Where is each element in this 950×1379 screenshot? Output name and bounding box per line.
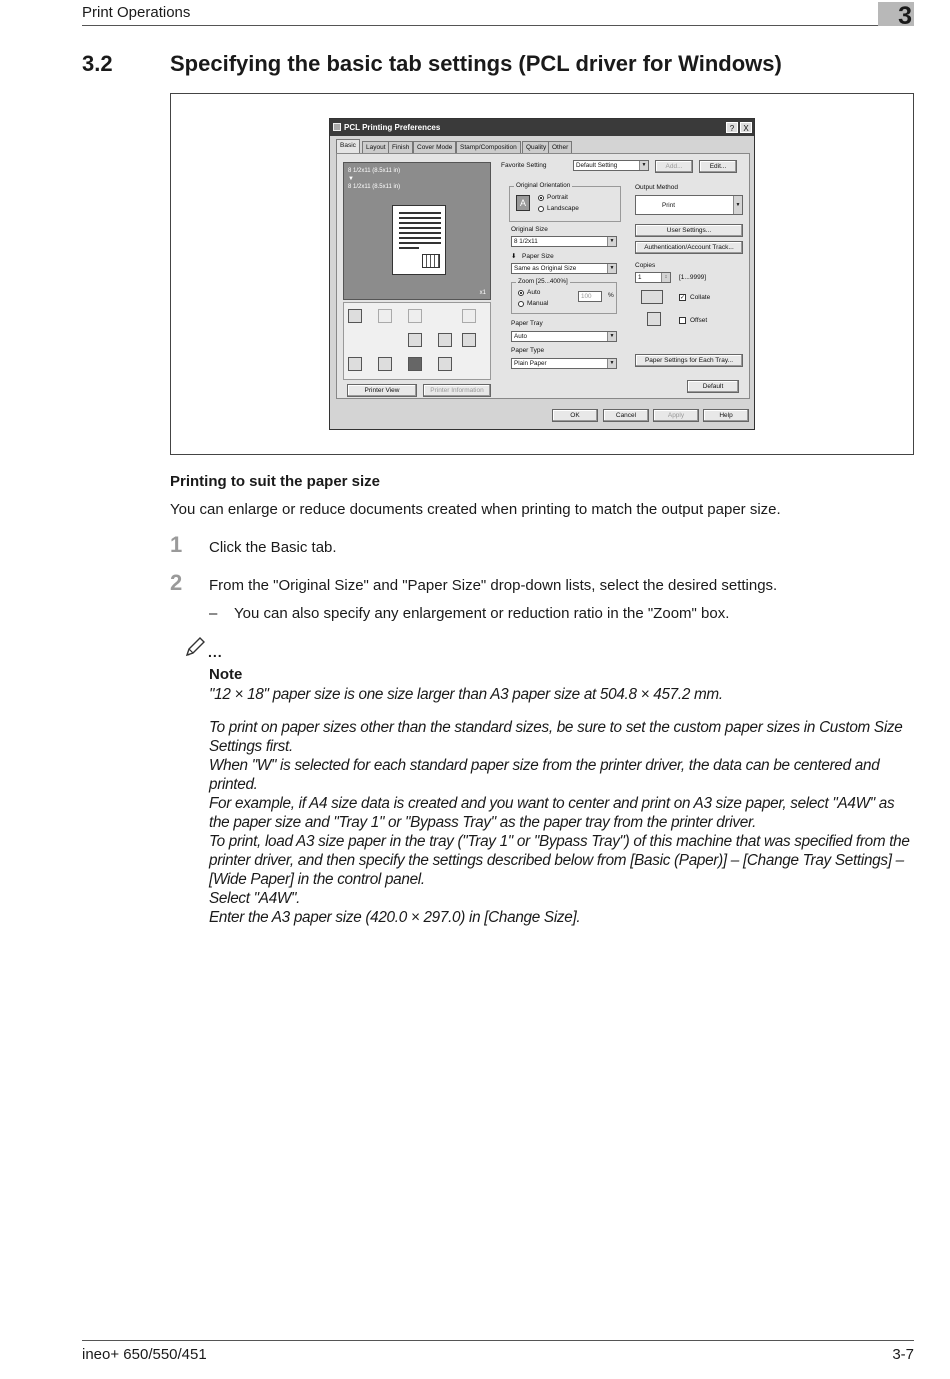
zoom-auto-label: Auto [527, 289, 541, 296]
note-paragraph-7: Enter the A3 paper size (420.0 × 297.0) in [Change Size]. [209, 909, 581, 926]
original-size-label: Original Size [511, 226, 548, 233]
preview-paper-size: 8 1/2x11 (8.5x11 in) [348, 184, 401, 190]
landscape-label: Landscape [547, 205, 579, 212]
help-button[interactable]: Help [703, 409, 749, 422]
chevron-down-icon: ▼ [733, 196, 742, 214]
chevron-down-icon: ▼ [639, 161, 648, 170]
copies-value: 1 [638, 274, 642, 281]
tab-quality[interactable]: Quality [522, 141, 550, 153]
note-paragraph-2: To print on paper sizes other than the standard sizes, be sure to set the custom paper sizes in Custom Size Settings first. [209, 719, 903, 755]
paper-type-label: Paper Type [511, 347, 545, 354]
paper-size-label: Paper Size [522, 253, 554, 260]
preview-zoom-indicator: x1 [479, 290, 486, 296]
ok-button[interactable]: OK [552, 409, 598, 422]
chevron-down-icon: ▼ [607, 264, 616, 273]
section-number: 3.2 [82, 51, 113, 76]
header-rule [82, 25, 878, 26]
favorite-setting-label: Favorite Setting [501, 162, 547, 169]
original-size-select[interactable] [511, 236, 617, 247]
pencil-note-icon [184, 636, 206, 658]
cancel-button[interactable]: Cancel [603, 409, 649, 422]
paper-size-select[interactable] [511, 263, 617, 274]
collate-checkbox[interactable]: ✓ [680, 295, 686, 301]
collate-label: Collate [690, 294, 711, 301]
favorite-setting-select[interactable] [573, 160, 649, 171]
tab-basic[interactable]: Basic [336, 139, 360, 153]
step-1-text: Click the Basic tab. [209, 539, 337, 556]
paper-type-value: Plain Paper [514, 360, 547, 367]
copies-field[interactable] [635, 272, 671, 283]
chevron-down-icon: ▼ [607, 237, 616, 246]
footer-rule [82, 1340, 914, 1341]
copies-label: Copies [635, 262, 656, 269]
note-paragraph-4: For example, if A4 size data is created and you want to center and print on A3 size paper, select "A4W" as the paper size and "Tray 1" or "Bypass Tray" as the paper tray from the printer driver. [209, 795, 895, 831]
subsection-heading: Printing to suit the paper size [170, 473, 381, 490]
tab-other[interactable]: Other [548, 141, 572, 153]
note-paragraph-6: Select "A4W". [209, 890, 301, 907]
staple-icon [378, 309, 392, 323]
user-settings-button[interactable]: User Settings... [635, 224, 743, 237]
intro-paragraph: You can enlarge or reduce documents created when printing to match the output paper size. [170, 501, 781, 518]
basic-tab-panel [336, 153, 750, 399]
tab-stamp-composition[interactable]: Stamp/Composition [456, 141, 521, 153]
paper-tray-label: Paper Tray [511, 320, 543, 327]
zoom-unit: % [608, 292, 614, 299]
close-title-button[interactable]: X [740, 122, 752, 133]
preview-image-icon [422, 254, 440, 268]
landscape-radio[interactable] [538, 206, 544, 212]
punch-icon [408, 309, 422, 323]
layout-icon [462, 333, 476, 347]
spin-arrows-icon: ↕ [661, 273, 670, 282]
dialog-title: PCL Printing Preferences [344, 123, 441, 132]
offset-checkbox[interactable] [679, 317, 686, 324]
help-title-button[interactable]: ? [726, 122, 738, 133]
apply-button[interactable]: Apply [653, 409, 699, 422]
offset-label: Offset [690, 317, 708, 324]
offset-icon [438, 333, 452, 347]
original-size-value: 8 1/2x11 [514, 238, 538, 245]
preview-original-size: 8 1/2x11 (8.5x11 in) [348, 168, 401, 174]
chapter-number: 3 [898, 2, 912, 30]
collate-pages-icon [641, 290, 663, 304]
page-preview [343, 162, 491, 300]
paper-size-value: Same as Original Size [514, 265, 577, 272]
default-button[interactable]: Default [687, 380, 739, 393]
portrait-radio[interactable] [538, 195, 544, 201]
paper-icon [438, 357, 452, 371]
output-method-select[interactable] [635, 195, 743, 215]
output-method-value: Print [662, 202, 675, 209]
bullet-dash: – [209, 605, 218, 622]
authentication-account-track-button[interactable]: Authentication/Account Track... [635, 241, 743, 254]
chevron-down-icon: ▼ [607, 359, 616, 368]
footer-model: ineo+ 650/550/451 [82, 1346, 207, 1363]
tab-layout[interactable]: Layout [362, 141, 390, 153]
orientation-icon: A [516, 195, 530, 211]
printer-view-button[interactable]: Printer View [347, 384, 417, 397]
add-favorite-button[interactable]: Add... [655, 160, 693, 173]
portrait-label: Portrait [547, 194, 568, 201]
down-arrow-icon: ⬇ [511, 253, 517, 260]
preview-page-icon [392, 205, 446, 275]
fold-icon [462, 309, 476, 323]
paper-settings-each-tray-button[interactable]: Paper Settings for Each Tray... [635, 354, 743, 367]
copies-range: [1...9999] [679, 274, 707, 281]
preview-arrow: ▼ [348, 176, 354, 182]
zoom-group-title: Zoom [25...400%] [518, 278, 568, 285]
pcl-preferences-dialog [329, 118, 755, 430]
zoom-value-field[interactable]: 100 [578, 291, 602, 302]
step-1-number: 1 [170, 532, 183, 557]
output-method-label: Output Method [635, 184, 678, 191]
zoom-manual-radio[interactable] [518, 301, 524, 307]
bullet-text: You can also specify any enlargement or reduction ratio in the "Zoom" box. [234, 605, 730, 622]
tab-finish[interactable]: Finish [388, 141, 413, 153]
footer-page-number: 3-7 [892, 1346, 914, 1363]
tray-icon [348, 357, 362, 371]
tab-cover-mode[interactable]: Cover Mode [413, 141, 456, 153]
orientation-group-title: Original Orientation [516, 182, 571, 189]
running-header-title: Print Operations [82, 4, 191, 21]
output-print-icon [348, 309, 362, 323]
offset-pages-icon [647, 312, 661, 326]
step-2-text: From the "Original Size" and "Paper Size" drop-down lists, select the desired settings. [209, 577, 778, 594]
note-ellipsis: ... [208, 644, 223, 660]
printer-icon [333, 123, 341, 131]
orientation-group [509, 182, 621, 222]
step-2-number: 2 [170, 570, 183, 595]
account-icon [408, 357, 422, 371]
dialog-titlebar [330, 119, 754, 136]
favorite-setting-value: Default Setting [576, 162, 618, 169]
note-paragraph-1: "12 × 18" paper size is one size larger than A3 paper size at 504.8 × 457.2 mm. [209, 686, 723, 703]
chevron-down-icon: ▼ [607, 332, 616, 341]
user-icon [378, 357, 392, 371]
note-title: Note [209, 666, 243, 683]
paper-tray-select[interactable] [511, 331, 617, 342]
paper-tray-value: Auto [514, 333, 527, 340]
function-icon-panel [343, 302, 491, 380]
collate-icon [408, 333, 422, 347]
section-title: Specifying the basic tab settings (PCL driver for Windows) [170, 51, 782, 76]
printer-information-button[interactable]: Printer Information [423, 384, 491, 397]
zoom-auto-radio[interactable] [518, 290, 524, 296]
paper-type-select[interactable] [511, 358, 617, 369]
note-paragraph-3: When "W" is selected for each standard paper size from the printer driver, the data can be centered and printed. [209, 757, 880, 793]
zoom-group [511, 278, 617, 314]
edit-favorite-button[interactable]: Edit... [699, 160, 737, 173]
zoom-manual-label: Manual [527, 300, 549, 307]
note-paragraph-5: To print, load A3 size paper in the tray ("Tray 1" or "Bypass Tray") of this machine that was specified from the printer driver, and then specify the settings described below from [Basic (Paper)] – [Change Tray Settings] – [Wide Paper] in the control panel. [209, 833, 910, 888]
